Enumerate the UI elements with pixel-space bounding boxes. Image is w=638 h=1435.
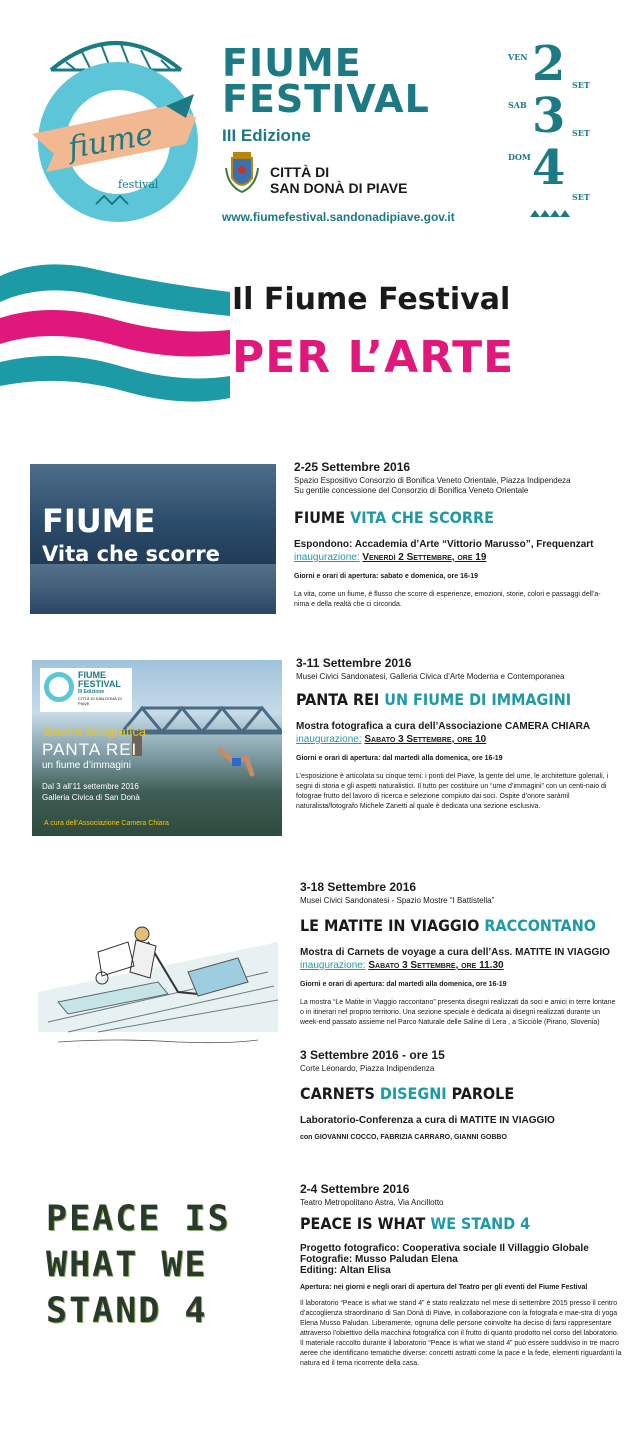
event-image-fiume-vita	[30, 464, 276, 614]
day-label: DOM	[508, 152, 531, 162]
opening-value: Sabato 3 Settembre, ore 10	[364, 734, 487, 745]
section-title-line1: Il Fiume Festival	[232, 282, 511, 317]
festival-dates	[508, 36, 618, 220]
city-name-line1: CITTÀ DI	[270, 164, 330, 180]
waves-icon	[530, 208, 570, 218]
event-hours: Giorni e orari di apertura: dal martedì alla domenica, ore 16-19	[296, 755, 503, 762]
poster-venue: Galleria Civica di San Donà	[42, 793, 140, 802]
opening-value: Venerdì 2 Settembre, ore 19	[362, 552, 487, 563]
logo-word: fiume	[65, 116, 156, 167]
event-block	[294, 460, 624, 610]
event-hours: Giorni e orari di apertura: dal martedì alla domenica, ore 16-19	[300, 981, 507, 988]
event-date: 3-18 Settembre 2016	[300, 880, 417, 894]
day-label: SAB	[508, 100, 527, 110]
day-label: VEN	[508, 52, 528, 62]
day-month: SET	[572, 80, 590, 90]
diver-figure-icon	[216, 744, 256, 784]
poster-edition: III Edizione	[78, 689, 105, 695]
event-description: Il laboratorio “Peace is what we stand 4” è stato realizzato nel mese di settembre 2015 presso il centro d’accoglienza straordinario di San Donà di Piave, in collaborazione con la fotografa e mae-stra di yoga Elena Musso Paludan. Liberamente, ognuna delle persone coinvolte ha deciso di farsi rappresentare attraverso l’obiettivo della macchina fotografica con il frutto di quanto prodotto nel corso del laboratorio. Il materiale raccolto durante il laboratorio “Peace is what we stand 4” può essere suddiviso in tre macro aeree che identificano tematiche diverse: concetti astratti come la pace e la fede, elementi riguardanti la natura ed il tema ricorrente della casa.	[300, 1300, 622, 1367]
festival-website-link[interactable]: www.fiumefestival.sandonadipiave.gov.it	[222, 210, 455, 224]
day-month: SET	[572, 128, 590, 138]
event-venue: Teatro Metropolitano Astra, Via Ancillotto	[300, 1198, 444, 1207]
image-text-line: STAND 4	[46, 1291, 208, 1331]
poster-title: FIUME	[78, 670, 106, 680]
event-venue: Musei Civici Sandonatesi - Spazio Mostre “I Battistella”	[300, 896, 495, 905]
event-venue-note: Su gentile concessione del Consorzio di Bonifica Veneto Orientale	[294, 486, 529, 495]
city-name-line2: SAN DONÀ DI PIAVE	[270, 180, 408, 196]
event-date: 2-25 Settembre 2016	[294, 460, 411, 474]
poster-label: Mostra fotografica	[42, 724, 147, 739]
event-title	[300, 1084, 630, 1103]
poster-headline: PANTA REI	[42, 740, 138, 759]
event-title-part: PAROLE	[451, 1084, 515, 1103]
event-description-line: Espondono: Accademia d’Arte “Vittorio Marusso”, Frequenzart	[294, 539, 594, 550]
event-title-part: LE MATITE IN VIAGGIO	[300, 916, 480, 935]
festival-logo	[26, 22, 206, 222]
opening-label: inaugurazione:	[296, 734, 362, 745]
opening-label: inaugurazione:	[300, 960, 366, 971]
event-description: L’esposizione è articolata su cinque temi: i ponti del Piave, la gente del ume, le architetture golenali, i segni di storia e gli aspetti naturalistici. Il tutto per costituire un “ume d’immagini” con un centi-naio di fotograe frutto del lavoro di ricerca e selezione compiuto dai soci. Ospite d’onore saràmil naturalista/fotografo Michele Zanetti al quale è dedicata una sezione esclusiva.	[296, 773, 609, 810]
event-date: 2-4 Settembre 2016	[300, 1182, 410, 1196]
event-credit-line: Progetto fotografico: Cooperativa sociale Il Villaggio Globale	[300, 1243, 589, 1254]
event-date: 3 Settembre 2016 - ore 15	[300, 1048, 445, 1062]
event-block	[300, 880, 630, 1028]
event-block	[296, 656, 626, 812]
poster-title: FESTIVAL	[78, 679, 121, 689]
event-hours: Giorni e orari di apertura: sabato e domenica, ore 16-19	[294, 573, 479, 580]
event-title-part: CARNETS	[300, 1084, 375, 1103]
festival-title-line1: FIUME	[222, 41, 362, 85]
event-title-part: WE STAND 4	[430, 1214, 531, 1233]
poster-city: CITTÀ DI SAN DONÀ DI PIAVE	[78, 696, 122, 706]
event-description: La mostra “Le Matite in Viaggio raccontano” presenta disegni realizzati da soci e amici in terre lontane o in itinerari nel proprio territorio. Una sezione speciale è dedicata ai disegni realizzati durante un week-end passato assieme nel Parco Naturale delle Saline di Lera , a Sicciòle (Pirano, Slovenia)	[300, 999, 616, 1026]
event-participants: con GIOVANNI COCCO, FABRIZIA CARRARO, GIANNI GOBBO	[300, 1134, 507, 1141]
logo-subword: festival	[118, 178, 159, 191]
event-title-part: PEACE IS WHAT	[300, 1214, 426, 1233]
event-title	[300, 916, 630, 935]
event-title	[296, 690, 626, 709]
section-title-line2: PER L’ARTE	[232, 332, 515, 383]
edition-label: III Edizione	[222, 126, 311, 145]
event-sketch-matite	[38, 882, 278, 1052]
event-title-part: UN FIUME DI IMMAGINI	[384, 690, 572, 709]
event-venue: Corte Leonardo, Piazza Indipendenza	[300, 1064, 435, 1073]
event-title	[294, 508, 624, 527]
image-text-line: WHAT WE	[46, 1245, 208, 1285]
sketch-drawing-icon	[38, 882, 278, 1052]
opening-value: Sabato 3 Settembre, ore 11.30	[368, 960, 504, 971]
festival-title-line2: FESTIVAL	[222, 77, 430, 121]
event-image-peace	[46, 1196, 286, 1356]
event-title-part: DISEGNI	[379, 1084, 447, 1103]
event-block	[300, 1048, 630, 1141]
event-opening	[296, 734, 626, 745]
event-poster-panta-rei	[32, 660, 282, 836]
day-number: 2	[532, 36, 566, 92]
event-description: La vita, come un fiume, è flusso che scorre di esperienze, emozioni, storie, colori e passaggi dell’a-nima e della realtà che ci circonda.	[294, 591, 601, 608]
poster-credit: A cura dell’Associazione Camera Chiara	[44, 820, 169, 827]
ribbon-waves-graphic	[0, 258, 230, 408]
image-text-line: PEACE IS	[46, 1199, 231, 1239]
event-venue: Musei Civici Sandonatesi, Galleria Civica d’Arte Moderna e Contemporanea	[296, 672, 565, 681]
event-description-line: Mostra di Carnets de voyage a cura dell’Ass. MATITE IN VIAGGIO	[300, 947, 610, 958]
event-opening	[294, 552, 624, 563]
event-description-line: Mostra fotografica a cura dell’Associazione CAMERA CHIARA	[296, 721, 591, 732]
event-title-part: VITA CHE SCORRE	[350, 508, 494, 527]
event-title	[300, 1214, 630, 1233]
event-title-part: FIUME	[294, 508, 346, 527]
event-opening	[300, 960, 630, 971]
day-number: 3	[532, 88, 566, 144]
event-venue: Spazio Espositivo Consorzio di Bonifica Veneto Orientale, Piazza Indipendeza	[294, 476, 571, 485]
event-hours: Apertura: nei giorni e negli orari di apertura del Teatro per gli eventi del Fiume Festival	[300, 1284, 588, 1291]
day-month: SET	[572, 192, 590, 202]
image-caption: Vita che scorre	[42, 542, 220, 566]
event-block	[300, 1182, 630, 1369]
event-date: 3-11 Settembre 2016	[296, 656, 412, 670]
opening-label: inaugurazione:	[294, 552, 360, 563]
city-crest-icon	[224, 152, 260, 196]
event-title-part: PANTA REI	[296, 690, 380, 709]
day-number: 4	[532, 140, 566, 196]
poster-dates: Dal 3 all’11 settembre 2016	[42, 782, 139, 791]
poster-subtitle: un fiume d’immagini	[42, 760, 131, 771]
event-description-line: Laboratorio-Conferenza a cura di MATITE IN VIAGGIO	[300, 1115, 555, 1126]
event-credit-line: Editing: Altan Elisa	[300, 1265, 391, 1276]
image-caption: FIUME	[42, 502, 156, 540]
event-title-part: RACCONTANO	[484, 916, 596, 935]
event-credit-line: Fotografie: Musso Paludan Elena	[300, 1254, 458, 1265]
